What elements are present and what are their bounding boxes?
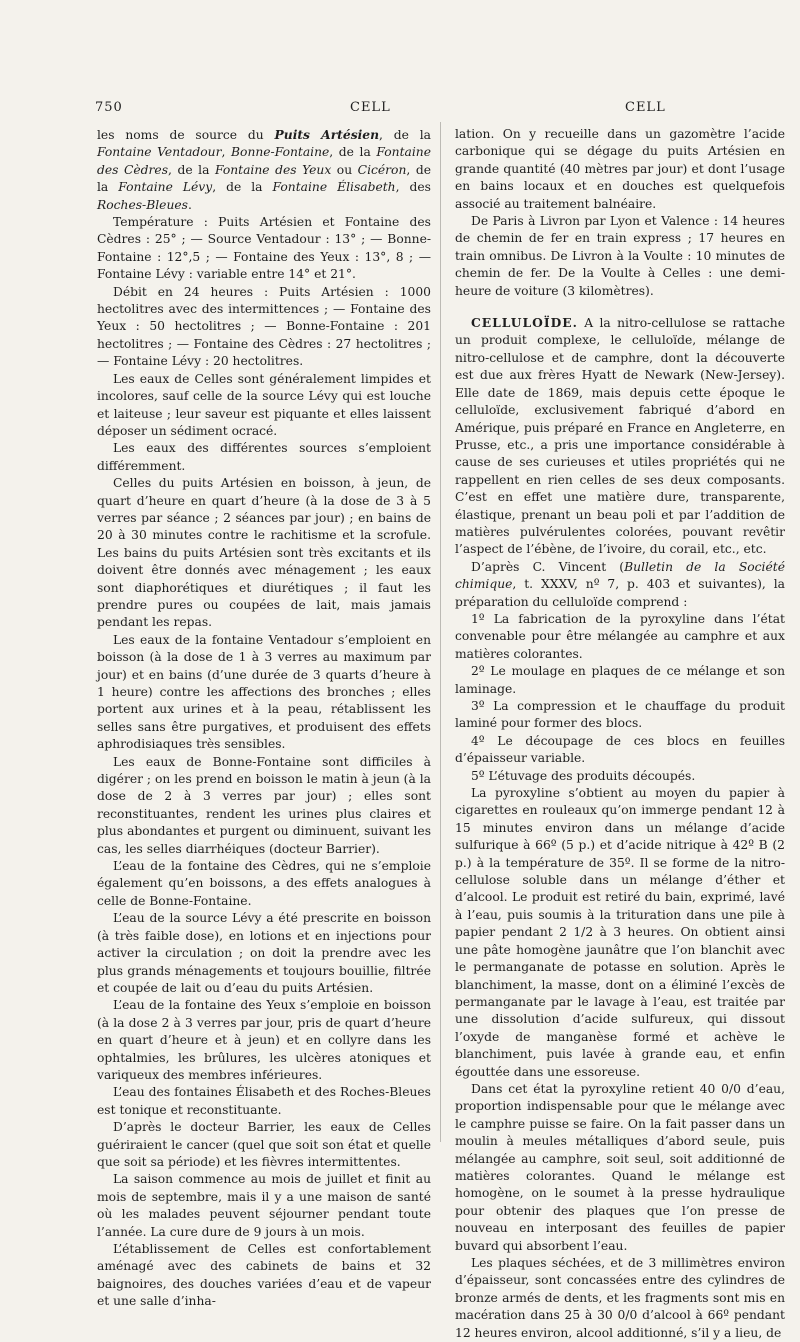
paragraph: [455, 213, 785, 300]
text-run: 2º Le moulage en plaques de ce mélange et son laminage.: [455, 664, 785, 696]
paragraph: [97, 858, 431, 910]
paragraph: [455, 1255, 785, 1342]
left-running-head: CELL: [350, 100, 391, 115]
column-divider: [440, 122, 441, 1142]
paragraph: [97, 284, 431, 371]
entry-headword: CELLULOÏDE.: [470, 315, 578, 331]
paragraph: [97, 910, 431, 997]
paragraph: [455, 698, 785, 733]
text-run: Fontaine Ventadour: [97, 145, 222, 160]
text-run: La pyroxyline s’obtient au moyen du papier à cigarettes en rouleaux qu’on immerge pendant 12 à 15 minutes environ dans un mélange d’acide sulfurique à 66º (5 p.) et d’acide nitrique à 42º B (2 p.) à la température de 35º. Il se forme de la nitro-cellulose soluble dans un mélange d’éther et d’alcool. Le produit est retiré du bain, exprimé, lavé à l’eau, puis soumis à la trituration dans une pile à papier pendant 2 1/2 à 3 heures. On obtient ainsi une pâte homogène jaunâtre que l’on blanchit avec le permanganate de potasse en solution. Après le blanchiment, la masse, dont on a éliminé l’excès de permanganate par le lavage à l’eau, est traitée par une dissolution d’acide sulfureux, qui dissout l’oxyde de manganèse formé et achève le blanchiment, puis lavée à grande eau, et enfin égouttée dans une essoreuse.: [455, 786, 785, 1079]
text-run: D’après C. Vincent (: [470, 559, 625, 574]
text-run: Fontaine des Cèdres: [97, 145, 431, 177]
right-column: [455, 126, 785, 1342]
text-run: .: [187, 197, 192, 212]
text-run: 1º La fabrication de la pyroxyline dans l’état convenable pour être mélangée au camphre et aux matières colorantes.: [455, 611, 785, 661]
paragraph: [97, 126, 431, 214]
text-run: Les eaux de Celles sont généralement limpides et incolores, sauf celle de la source Lévy qui est louche et laiteuse ; leur saveur est piquante et elles laissent déposer un sédiment ocracé.: [97, 371, 431, 438]
paragraph: [455, 314, 785, 559]
text-run: A la nitro-cellulose se rattache un produit complexe, le celluloïde, mélange de nitro-cellulose et de camphre, dont la découverte est due aux frères Hyatt de Newark (New-Jersey). Elle date de 1869, mais depuis cette époque le celluloïde, exclusivement fabriqué d’abord en Amérique, puis préparé en France en Angleterre, en Prusse, etc., a pris une importance considérable à cause de ses curieuses et utiles propriétés qui ne rappellent en rien celles de ses deux composants. C’est en effet une matière dure, transparente, élastique, prenant un beau poli et par l’addition de matières pulvérulentes colorées, pouvant revêtir l’aspect de l’ébène, de l’ivoire, du corail, etc., etc.: [455, 316, 785, 557]
text-run: Bulletin de la Société chimique: [455, 559, 785, 592]
paragraph: [455, 663, 785, 698]
paragraph: [97, 632, 431, 754]
text-run: 5º L’étuvage des produits découpés.: [470, 768, 696, 783]
text-run: De Paris à Livron par Lyon et Valence : 14 heures de chemin de fer en train express ; 17 heures en train omnibus. De Livron à la Voulte : 10 minutes de chemin de fer. De la Voulte à Celles : une demi-heure de voiture (3 kilomètres).: [455, 214, 785, 298]
paragraph: [97, 1119, 431, 1171]
text-run: Celles du puits Artésien en boisson, à jeun, de quart d’heure en quart d’heure (à la dose de 3 à 5 verres par séance ; 2 séances par jour) ; en bains de 20 à 30 minutes contre le rachitisme et la scrofule. Les bains du puits Artésien sont très excitants et ils doivent être donnés avec ménagement ; les eaux sont diaphorétiques et diurétiques ; il faut les prendre pures ou coupées de lait, mais jamais pendant les repas.: [97, 476, 431, 630]
text-run: L’eau de la fontaine des Yeux s’emploie en boisson (à la dose 2 à 3 verres par jour, pris de quart d’heure en quart d’heure et à jeun) et en collyre dans les ophtalmies, les brûlures, les ulcères atoniques et variqueux des membres inférieures.: [97, 998, 431, 1082]
text-run: Température : Puits Artésien et Fontaine des Cèdres : 25° ; — Source Ventadour : 13° ; — Bonne-Fontaine : 12°,5 ; — Fontaine des Yeux : 13°, 8 ; — Fontaine Lévy : variable entre 14° et 21°.: [97, 215, 431, 282]
paragraph: [97, 754, 431, 858]
page-number: 750: [95, 100, 123, 115]
text-run: , des: [395, 180, 431, 195]
paragraph: [455, 611, 785, 663]
text-run: , de la: [379, 128, 431, 142]
text-run: Les plaques séchées, et de 3 millimètres environ d’épaisseur, sont concassées entre des cylindres de bronze armés de dents, et les fragments sont mis en macération dans 25 à 30 0/0 d’alcool à 66º pendant 12 heures environ, alcool additionné, s’il y a lieu, de: [455, 1256, 785, 1340]
right-column-intro: [455, 126, 785, 300]
text-run: lation. On y recueille dans un gazomètre l’acide carbonique qui se dégage du puits Artésien en grande quantité (40 mètres par jour) et dont l’usage en bains locaux et en douches est quelquefois associé au traitement balnéaire.: [455, 127, 785, 211]
text-run: , de la: [212, 180, 273, 195]
paragraph: [455, 768, 785, 785]
text-run: Bonne-Fontaine: [231, 145, 330, 160]
text-run: L’eau de la source Lévy a été prescrite en boisson (à très faible dose), en lotions et en injections pour activer la circulation ; on doit la prendre avec les plus grands ménagements et toujours bouillie, filtrée et coupée de lait ou d’eau du puits Artésien.: [97, 911, 431, 995]
paragraph: [97, 475, 431, 632]
paragraph: [97, 1084, 431, 1119]
text-run: Cicéron: [357, 162, 407, 177]
paragraph: [97, 1241, 431, 1311]
text-run: Les eaux de la fontaine Ventadour s’emploient en boisson (à la dose de 1 à 3 verres au maximum par jour) et en bains (d’une durée de 3 quarts d’heure à 1 heure) contre les affections des bronches ; elles portent aux urines et à la peau, rétablissent les selles sans être purgatives, et produisent des effets aphrodisiaques très sensibles.: [97, 632, 431, 752]
text-run: Les eaux de Bonne-Fontaine sont difficiles à digérer ; on les prend en boisson le matin à jeun (à la dose de 2 à 3 verres par jour) ; elles sont reconstituantes, rendent les urines plus claires et plus abondantes et purgent ou diminuent, suivant les cas, les selles diarrhéiques (docteur Barrier).: [97, 754, 431, 856]
text-run: Puits Artésien: [274, 127, 380, 142]
text-run: , de la: [168, 162, 215, 177]
right-running-head: CELL: [625, 100, 666, 115]
paragraph: [455, 733, 785, 768]
paragraph: [455, 559, 785, 611]
text-run: D’après le docteur Barrier, les eaux de Celles guériraient le cancer (quel que soit son état et quelle que soit sa période) et les fièvres intermittentes.: [97, 1120, 431, 1169]
text-run: Dans cet état la pyroxyline retient 40 0/0 d’eau, proportion indispensable pour que le mélange avec le camphre puisse se faire. On la fait passer dans un moulin à meules métalliques d’abord seule, puis mélangée au camphre, soit seul, soit additionné de matières colorantes. Quand le mélange est homogène, on le soumet à la presse hydraulique pour obtenir des plaques que l’on presse de nouveau en interposant des feuilles de papier buvard qui absorbent l’eau.: [455, 1081, 785, 1253]
text-run: Roches-Bleues: [97, 197, 188, 212]
text-run: , de la: [97, 162, 431, 195]
text-run: Fontaine des Yeux: [214, 162, 332, 177]
text-run: La saison commence au mois de juillet et finit au mois de septembre, mais il y a une maison de santé où les malades peuvent séjourner pendant toute l’année. La cure dure de 9 jours à un mois.: [97, 1172, 431, 1239]
paragraph: [455, 126, 785, 213]
text-run: 4º Le découpage de ces blocs en feuilles d’épaisseur variable.: [455, 733, 785, 766]
text-run: Fontaine Lévy: [118, 180, 213, 195]
text-run: L’établissement de Celles est confortablement aménagé avec des cabinets de bains et 32 baignoires, des douches variées d’eau et de vapeur et une salle d’inha-: [97, 1242, 431, 1309]
paragraph: [97, 440, 431, 475]
entry-spacer: [455, 300, 785, 314]
paragraph: [97, 1171, 431, 1241]
paragraph: [97, 214, 431, 284]
text-run: L’eau des fontaines Élisabeth et des Roches-Bleues est tonique et reconstituante.: [97, 1085, 431, 1117]
paragraph: [97, 997, 431, 1084]
text-run: Débit en 24 heures : Puits Artésien : 1000 hectolitres avec des intermittences ; — Fontaine des Yeux : 50 hectolitres ; — Bonne-Fontaine : 201 hectolitres ; — Fontaine des Cèdres : 27 hectolitres ; — Fontaine Lévy : 20 hectolitres.: [97, 284, 431, 369]
paragraph: [455, 785, 785, 1081]
text-run: ,: [221, 145, 231, 160]
paragraph: [97, 371, 431, 441]
text-run: , de la: [329, 145, 377, 160]
text-run: Fontaine Élisabeth: [272, 180, 396, 195]
text-run: L’eau de la fontaine des Cèdres, qui ne s’emploie également qu’en boissons, a des effets analogues à celle de Bonne-Fontaine.: [97, 859, 431, 908]
left-column: [97, 126, 431, 1311]
text-run: , t. XXXV, nº 7, p. 403 et suivantes), la préparation du celluloïde comprend :: [455, 577, 785, 609]
text-run: les noms de source du: [97, 128, 275, 142]
text-run: Les eaux des différentes sources s’emploient différemment.: [97, 441, 431, 473]
celluloide-entry: [455, 314, 785, 1342]
text-run: 3º La compression et le chauffage du produit laminé pour former des blocs.: [455, 699, 785, 731]
paragraph: [455, 1081, 785, 1255]
text-run: ou: [331, 162, 358, 177]
